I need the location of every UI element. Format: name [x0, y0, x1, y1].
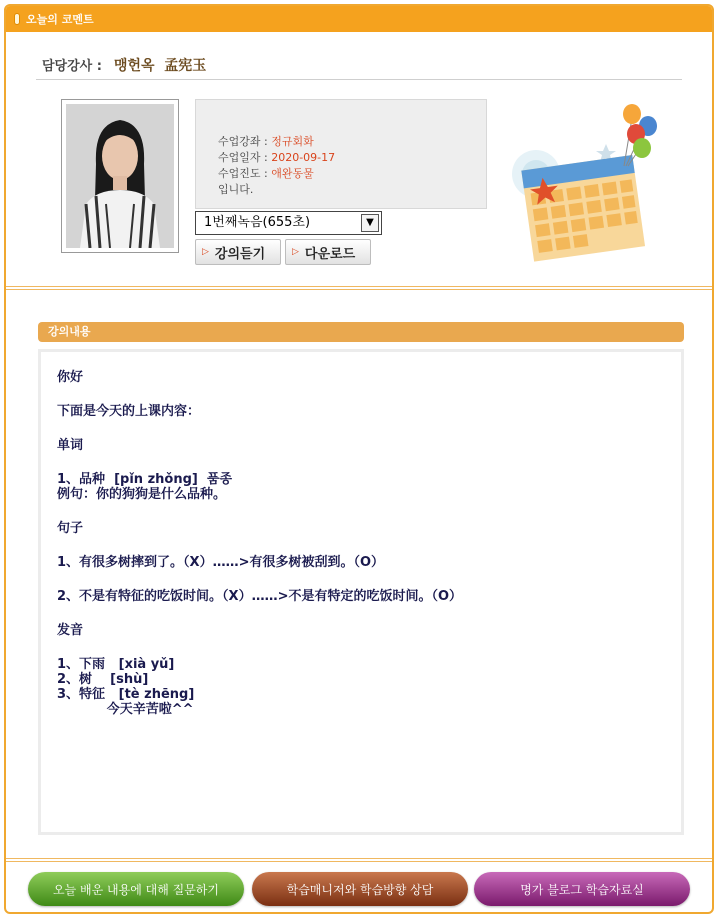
content-line: 1、品种 [pǐn zhǒng] 품종 [57, 472, 233, 487]
teacher-label: 담당강사 : [42, 59, 102, 74]
ask-question-button[interactable]: 오늘 배운 내용에 대해 질문하기 [28, 872, 244, 906]
content-section-title: 강의내용 [38, 322, 684, 342]
recording-select[interactable] [195, 211, 382, 235]
section-divider [6, 286, 712, 290]
download-icon: ▷ [292, 247, 299, 257]
teacher-name [114, 55, 206, 75]
lecture-content [38, 349, 684, 835]
course-value: 정규회화 [271, 135, 314, 148]
content-line: 你好 [57, 370, 84, 385]
listen-button[interactable]: ▷ 강의듣기 [195, 239, 281, 265]
content-line: 2、树 [shù] [57, 672, 149, 687]
content-line: 2、不是有特征的吃饭时间。（X）……>不是有特定的吃饭时间。（O） [57, 589, 463, 604]
teacher-name-cn: 孟宪玉 [164, 57, 207, 74]
teacher-portrait-image [66, 104, 174, 248]
teacher-row [36, 50, 682, 80]
pin-icon [14, 13, 20, 25]
panel-header [6, 6, 712, 32]
content-line: 例句：你的狗狗是什么品种。 [57, 487, 227, 502]
panel-title: 오늘의 코멘트 [26, 13, 94, 26]
calendar-balloons-icon [506, 104, 666, 264]
play-icon: ▷ [202, 247, 209, 257]
content-line: 1、下雨 [xià yǔ] [57, 657, 175, 672]
content-line: 1、有很多树摔到了。（X）……>有很多树被刮到。（O） [57, 555, 385, 570]
consult-manager-button[interactable]: 학습매니저와 학습방향 상담 [252, 872, 468, 906]
content-line: 句子 [57, 521, 84, 536]
content-line: 单词 [57, 438, 84, 453]
lesson-info-box [195, 99, 487, 209]
recording-selected: 1번째녹음(655초) [204, 215, 311, 230]
content-line: 今天辛苦啦^^ [57, 702, 194, 717]
course-line: 수업강좌 : 정규회화 [218, 135, 314, 148]
content-line: 3、特征 [tè zhēng] [57, 687, 195, 702]
progress-line: 수업진도 : 애완동물 [218, 167, 314, 180]
blog-materials-button[interactable]: 명가 블로그 학습자료실 [474, 872, 690, 906]
teacher-photo [61, 99, 179, 253]
comment-panel [4, 4, 714, 914]
date-value: 2020-09-17 [271, 151, 336, 164]
content-line: 发音 [57, 623, 84, 638]
bottom-actions [28, 872, 694, 908]
chevron-down-icon[interactable]: ▼ [361, 214, 379, 232]
teacher-name-kr: 맹헌옥 [113, 57, 155, 74]
date-line: 수업일자 : 2020-09-17 [218, 151, 336, 164]
progress-value: 애완동물 [271, 167, 314, 180]
bottom-divider [6, 858, 712, 862]
content-line: 下面是今天的上课内容： [57, 404, 201, 419]
download-button[interactable]: ▷ 다운로드 [285, 239, 371, 265]
info-suffix: 입니다. [218, 183, 254, 196]
